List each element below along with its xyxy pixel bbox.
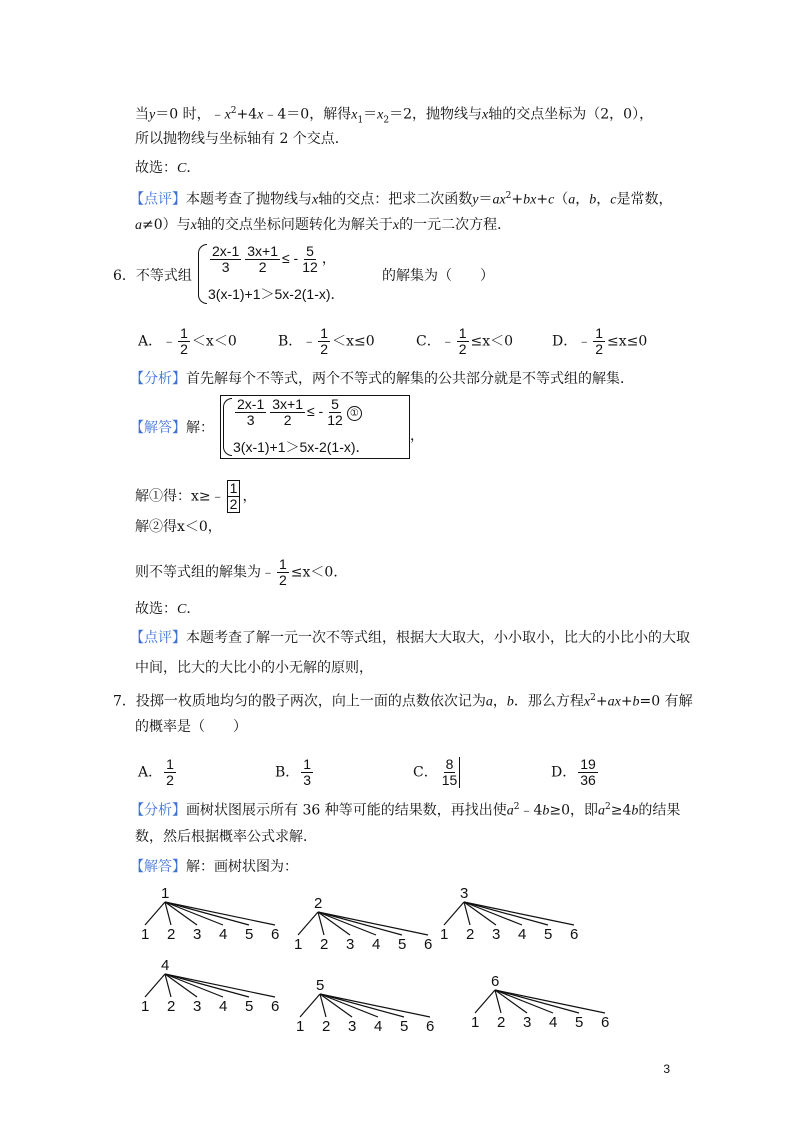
var: b [589, 192, 597, 208]
option-label: A． [138, 764, 163, 781]
q7-option-a [138, 757, 178, 788]
fraction [440, 757, 461, 788]
denominator: 36 [580, 772, 596, 788]
q7-option-d [551, 757, 600, 788]
numerator: 1 [320, 325, 329, 341]
sup: 2 [505, 191, 512, 201]
denominator: 2 [229, 496, 238, 512]
text: =0 有解 [639, 693, 693, 710]
tree-leaf-label: 5 [245, 998, 254, 1015]
answer-line-6 [135, 599, 200, 620]
tree-leaf-label: 3 [523, 1014, 532, 1031]
numerator: 5 [306, 243, 314, 259]
tree-leaf-label: 5 [398, 936, 407, 953]
var: x [377, 107, 384, 123]
tree-leaf-label: 6 [271, 998, 280, 1015]
tree-leaf-label: 2 [167, 998, 176, 1015]
comment-tag: 【点评】 [130, 630, 186, 646]
tree-root-label: 2 [314, 895, 323, 912]
var: C [177, 602, 187, 617]
var: x [190, 218, 197, 233]
var: a [135, 218, 142, 233]
tree-3 [432, 884, 582, 946]
tree-leaf-label: 1 [294, 936, 303, 953]
numerator: 5 [331, 396, 339, 412]
text: ． [186, 160, 201, 176]
fraction [227, 480, 241, 513]
tree-branch [145, 902, 165, 925]
tree-leaf-label: 4 [219, 998, 228, 1015]
text: ＝ [363, 106, 378, 123]
comment-tag: 【点评】 [130, 191, 186, 208]
tree-branch [464, 902, 548, 925]
text: + [595, 693, 608, 710]
tree-branch [145, 974, 165, 997]
comment-6-line-2: 中间，比大的大比小的小无解的原则， [135, 660, 373, 676]
text: ． [186, 601, 201, 617]
text: 故选： [135, 160, 177, 176]
tree-branch [165, 974, 223, 997]
var: b [542, 803, 550, 819]
tree-leaf-label: 1 [141, 998, 150, 1015]
text: ≠0）与 [142, 217, 191, 233]
option-label: C．﹣ [416, 333, 455, 350]
tree-leaf-label: 4 [374, 1018, 383, 1035]
analysis-line [130, 369, 634, 389]
text: 3(x-1)+1＞5x-2(1-x)． [233, 439, 370, 455]
text: 画树状图展示所有 36 种等可能的结果数，再找出使 [186, 802, 507, 819]
text: x＜0， [177, 519, 222, 535]
fraction [593, 326, 605, 357]
var: bx [523, 192, 537, 208]
var: x [224, 107, 231, 123]
tree-2 [286, 894, 436, 956]
tree-branch [165, 974, 249, 997]
var: x [392, 218, 400, 233]
tree-branch [318, 912, 402, 935]
text: （ [554, 191, 569, 208]
var: a [598, 803, 606, 819]
denominator: 2 [595, 341, 604, 357]
tree-branch [495, 990, 553, 1013]
fraction [318, 326, 330, 357]
var: c [548, 192, 555, 208]
step-2 [135, 517, 222, 537]
fraction [178, 326, 190, 357]
comment-line-1 [130, 186, 673, 211]
fraction [325, 397, 345, 428]
text: 本题考查了抛物线与 [186, 191, 312, 208]
tree-root-label: 5 [316, 977, 325, 994]
tree-leaf-label: 1 [296, 1018, 305, 1035]
question-6-label: 6．不等式组 [113, 268, 192, 284]
numerator: 1 [303, 756, 312, 772]
tree-leaf-label: 2 [320, 936, 329, 953]
text: ≤x＜0． [290, 564, 348, 581]
text: 当 [135, 106, 149, 123]
q7-analysis-line-2: 数，然后根据概率公式求解． [135, 829, 317, 845]
denominator: 3 [303, 772, 312, 788]
tree-leaf-label: 3 [193, 926, 202, 943]
text: ＝2，抛物线与 [389, 106, 483, 123]
text: 轴的交点坐标问题转化为解关于 [196, 217, 393, 233]
numerator: 19 [580, 756, 596, 772]
question-7-line-1 [113, 688, 693, 713]
tree-leaf-label: 6 [570, 926, 579, 943]
option-label: B．﹣ [278, 333, 317, 350]
tree-root-label: 1 [161, 885, 170, 902]
comment-line-2 [135, 215, 511, 236]
option-label: A．﹣ [138, 333, 177, 350]
left-brace [223, 398, 232, 456]
system-row-2 [233, 437, 370, 457]
circle-label-1: ① [347, 406, 362, 421]
numerator: 3x+1 [272, 396, 303, 412]
analysis-tag: 【分析】 [130, 371, 186, 387]
tree-leaf-label: 6 [426, 1018, 435, 1035]
option-d [552, 326, 647, 357]
text: 本题考查了解一元一次不等式组，根据大大取大，小小取小，比大的小比小的大取 [186, 630, 690, 646]
q7-option-c [413, 757, 462, 788]
option-c [416, 326, 513, 357]
fraction [457, 326, 469, 357]
denominator: 3 [221, 259, 230, 275]
text: ﹣4＝0，解得 [263, 106, 352, 123]
left-brace [198, 244, 207, 304]
text: +4 [236, 106, 258, 123]
tree-leaf-label: 6 [601, 1014, 610, 1031]
fraction [235, 397, 266, 428]
sup: 2 [605, 802, 611, 812]
tree-branch [165, 902, 249, 925]
text: ≥0，即 [549, 802, 599, 819]
option-label: B． [275, 764, 300, 781]
tree-leaf-label: 5 [245, 926, 254, 943]
tree-leaf-label: 2 [466, 926, 475, 943]
text: + [536, 191, 549, 208]
sub: 1 [357, 115, 364, 126]
text: ≥4 [610, 802, 632, 819]
var: c [610, 192, 617, 208]
tree-leaf-label: 5 [400, 1018, 409, 1035]
denominator: 15 [441, 772, 458, 788]
text: + [511, 191, 524, 208]
option-b [278, 326, 375, 357]
analysis-tag: 【分析】 [130, 802, 186, 819]
tree-5 [288, 976, 438, 1038]
var: x [351, 107, 358, 123]
var: C [177, 161, 187, 176]
tree-leaf-label: 5 [575, 1014, 584, 1031]
numerator: 1 [166, 756, 174, 772]
text: 解：画树状图为： [186, 859, 298, 875]
option-label: D．﹣ [552, 333, 592, 350]
var: a [485, 694, 493, 710]
denominator: 2 [166, 772, 174, 788]
answer-tag: 【解答】 [130, 859, 186, 875]
text: 则不等式组的解集为﹣ [135, 564, 275, 581]
inequality-system-labeled [220, 395, 410, 459]
text: 解②得 [135, 519, 177, 535]
numerator: 1 [279, 556, 287, 572]
option-text: ≤x≤0 [607, 333, 648, 350]
numerator: 1 [595, 325, 604, 341]
answer-system-end: ， [410, 428, 424, 444]
fraction [245, 244, 280, 275]
var: x [312, 192, 319, 208]
tree-leaf-label: 6 [424, 936, 433, 953]
tree-branch [444, 902, 464, 925]
tree-leaf-label: 2 [497, 1014, 506, 1031]
text: 首先解每个不等式，两个不等式的解集的公共部分就是不等式组的解集． [186, 371, 634, 387]
tree-root-label: 3 [460, 885, 469, 902]
numerator: 1 [458, 325, 467, 341]
solution-line-1 [135, 101, 653, 130]
tree-branch [495, 990, 579, 1013]
fraction [270, 397, 305, 428]
var: b [631, 803, 639, 819]
tree-root-label: 6 [491, 973, 500, 990]
operator: ≤ - [281, 250, 299, 267]
system-row-1 [208, 244, 336, 275]
tree-branch [464, 902, 522, 925]
denominator: 2 [458, 341, 467, 357]
text: 轴的交点：把求二次函数 [318, 191, 473, 208]
tree-leaf-label: 3 [348, 1018, 357, 1035]
var: x [257, 107, 264, 123]
fraction [578, 757, 598, 788]
step-1 [135, 480, 256, 513]
operator: ≤ - [306, 403, 324, 420]
text: ， [321, 250, 336, 267]
var: a [506, 803, 514, 819]
var: ax [607, 694, 621, 710]
option-text: ≤x＜0 [470, 333, 514, 350]
text: 解①得： [135, 488, 191, 505]
tree-leaf-label: 4 [372, 936, 381, 953]
var: y [472, 192, 479, 208]
var: ax [492, 192, 506, 208]
tree-leaf-label: 3 [346, 936, 355, 953]
tree-6 [463, 972, 613, 1034]
numerator: 2x-1 [212, 243, 240, 259]
denominator: 2 [180, 341, 188, 357]
q7-answer-line [130, 857, 298, 877]
inequality-system [198, 244, 378, 306]
text: x≥﹣ [191, 488, 225, 505]
sup: 2 [590, 693, 596, 703]
tree-branch [165, 902, 223, 925]
text: 是常数， [616, 191, 673, 208]
tree-leaf-label: 4 [549, 1014, 558, 1031]
text: ＝ [478, 191, 493, 208]
question-7-line-2: 的概率是（ ） [135, 719, 247, 735]
fraction [300, 244, 320, 275]
var: b [632, 694, 640, 710]
tree-branch [475, 990, 495, 1013]
tree-leaf-label: 1 [141, 926, 150, 943]
var: b [506, 694, 514, 710]
tree-leaf-label: 1 [471, 1014, 480, 1031]
page-number: 3 [663, 1062, 670, 1076]
denominator: 2 [320, 341, 329, 357]
denominator: 12 [302, 259, 318, 275]
question-6-tail: 的解集为（ ） [382, 268, 494, 284]
tree-leaf-label: 4 [518, 926, 527, 943]
text: 轴的交点坐标为（2，0）， [488, 106, 654, 123]
tree-branch [298, 912, 318, 935]
tree-leaf-label: 3 [193, 998, 202, 1015]
denominator: 2 [279, 572, 287, 588]
denominator: 2 [258, 259, 267, 275]
option-label: D． [551, 764, 577, 781]
fraction [301, 757, 313, 788]
var: x [482, 107, 489, 123]
option-label: C． [413, 764, 438, 781]
tree-leaf-label: 1 [440, 926, 449, 943]
text: ， [492, 693, 507, 710]
numerator: 3x+1 [247, 243, 278, 259]
text: 7．投掷一枚质地均匀的骰子两次，向上一面的点数依次记为 [113, 693, 486, 710]
answer-line [135, 158, 200, 179]
option-text: ＜x≤0 [332, 333, 375, 350]
var: y [149, 107, 156, 123]
q7-option-b [275, 757, 315, 788]
text: ， [242, 488, 257, 505]
sup: 2 [230, 106, 237, 116]
tree-leaf-label: 2 [167, 926, 176, 943]
text: ﹣4 [519, 802, 543, 819]
fraction [210, 244, 241, 275]
tree-root-label: 4 [161, 957, 170, 974]
numerator: 1 [229, 480, 238, 496]
tree-leaf-label: 3 [492, 926, 501, 943]
comment-6-line-1 [130, 628, 690, 648]
sub: 2 [383, 115, 390, 126]
var: x [583, 694, 591, 710]
answer-label [130, 418, 214, 438]
text: 解： [186, 420, 214, 436]
tree-leaf-label: 6 [271, 926, 280, 943]
text: 的结果 [638, 802, 681, 819]
numerator: 2x-1 [237, 396, 265, 412]
tree-branch [318, 912, 376, 935]
tree-4 [133, 956, 283, 1018]
option-text: ＜x＜0 [191, 333, 237, 350]
fraction [164, 757, 176, 788]
answer-tag: 【解答】 [130, 420, 186, 436]
tree-branch [320, 994, 404, 1017]
solution-line-2: 所以抛物线与坐标轴有 2 个交点． [135, 131, 349, 147]
denominator: 3 [246, 412, 255, 428]
sup: 2 [513, 802, 520, 812]
denominator: 2 [283, 412, 292, 428]
numerator: 1 [180, 325, 188, 341]
text: 的一元二次方程． [399, 217, 512, 233]
step-3 [135, 557, 347, 588]
tree-branch [320, 994, 378, 1017]
tree-leaf-label: 4 [219, 926, 228, 943]
text: 故选： [135, 601, 177, 617]
numerator: 8 [445, 756, 454, 772]
tree-1 [133, 884, 283, 946]
fraction [277, 557, 289, 588]
system-row-2: 3(x-1)+1＞5x-2(1-x)． [208, 286, 345, 302]
option-a [138, 326, 237, 357]
text: ＝0 时，﹣ [155, 106, 225, 123]
text: ， [596, 191, 611, 208]
text: ．那么方程 [513, 693, 584, 710]
system-row-1 [233, 397, 362, 428]
text: ， [575, 191, 590, 208]
q7-analysis-line-1 [130, 797, 680, 822]
var: a [568, 192, 576, 208]
text: + [620, 693, 633, 710]
tree-branch [300, 994, 320, 1017]
tree-leaf-label: 2 [322, 1018, 331, 1035]
tree-leaf-label: 5 [544, 926, 553, 943]
denominator: 12 [327, 412, 343, 428]
